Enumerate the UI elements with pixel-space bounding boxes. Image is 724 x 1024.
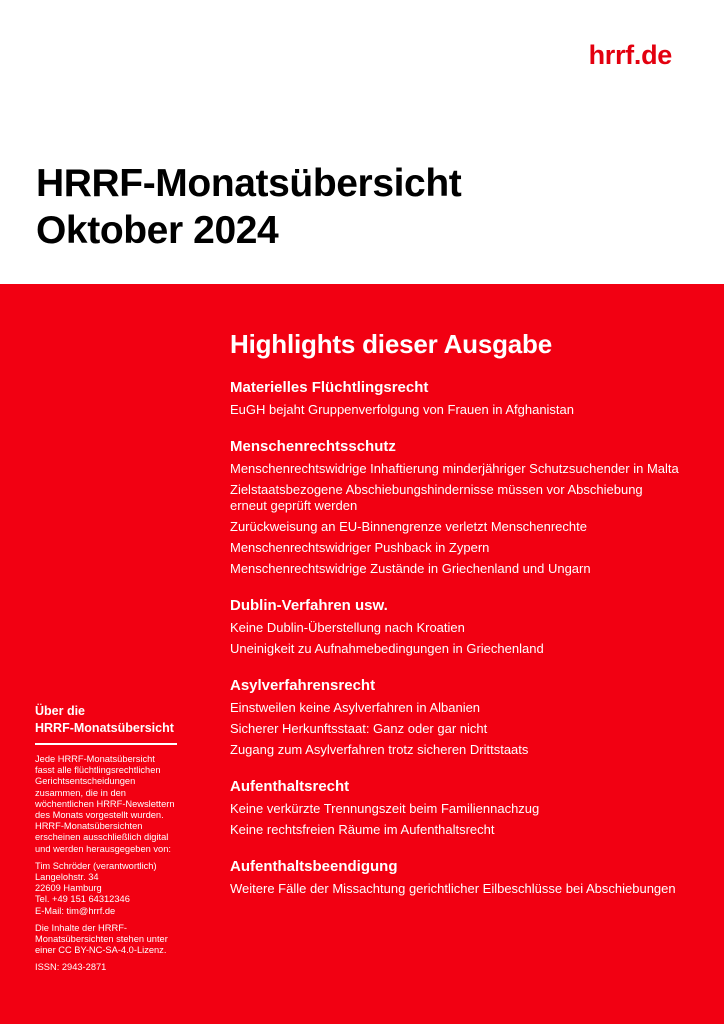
- highlight-item: Weitere Fälle der Missachtung gerichtlicher Eilbeschlüsse bei Abschiebungen: [230, 881, 676, 896]
- section-title: Asylverfahrensrecht: [230, 677, 376, 694]
- highlight-item: Keine verkürzte Trennungszeit beim Familiennachzug: [230, 801, 540, 816]
- about-heading-line-2: HRRF-Monatsübersicht: [35, 721, 174, 735]
- highlights: [230, 328, 680, 916]
- section-title: Menschenrechtsschutz: [230, 438, 396, 455]
- section-title: Dublin-Verfahren usw.: [230, 597, 388, 614]
- highlight-item: Menschenrechtswidrige Zustände in Griechenland und Ungarn: [230, 561, 591, 576]
- highlight-item: Zurückweisung an EU-Binnengrenze verletzt Menschenrechte: [230, 519, 587, 534]
- issn: ISSN: 2943-2871: [35, 962, 107, 973]
- highlight-item: Keine rechtsfreien Räume im Aufenthaltsrecht: [230, 822, 495, 837]
- about-heading-line-1: Über die: [35, 704, 86, 718]
- highlight-item: EuGH bejaht Gruppenverfolgung von Frauen in Afghanistan: [230, 402, 575, 417]
- publisher-contact: [35, 861, 177, 917]
- title-line-1: HRRF-Monatsübersicht: [36, 162, 462, 205]
- highlight-item: Uneinigkeit zu Aufnahmebedingungen in Griechenland: [230, 641, 544, 656]
- header-area: [0, 0, 724, 284]
- highlight-item: Menschenrechtswidrige Inhaftierung minderjähriger Schutzsuchender in Malta: [230, 461, 679, 476]
- about-divider: [35, 743, 177, 745]
- site-logo[interactable]: hrrf.de: [588, 40, 672, 70]
- highlight-item: Zugang zum Asylverfahren trotz sicheren Drittstaats: [230, 742, 529, 757]
- page-title: [36, 160, 461, 254]
- contact-email[interactable]: E-Mail: tim@hrrf.de: [35, 905, 116, 916]
- about-heading: [35, 703, 177, 737]
- about-sidebar: [35, 703, 177, 980]
- section-aufenthaltsbeendigung: [230, 857, 680, 897]
- section-title: Materielles Flüchtlingsrecht: [230, 379, 429, 396]
- highlights-title: Highlights dieser Ausgabe: [230, 329, 552, 359]
- section-asylverfahrensrecht: [230, 676, 680, 758]
- section-dublin-verfahren: [230, 596, 680, 657]
- highlight-item: Einstweilen keine Asylverfahren in Albanien: [230, 700, 481, 715]
- about-intro: Jede HRRF-Monatsübersicht fasst alle flüchtlingsrechtlichen Gerichtsentscheidungen zusammen, die in den wöchentlichen HRRF-Newslettern des Monats vorgestellt wurden. HRRF-Monatsübersichten erscheinen ausschließlich digital und werden herausgegeben von:: [35, 754, 175, 854]
- section-aufenthaltsrecht: [230, 777, 680, 838]
- highlight-item: Keine Dublin-Überstellung nach Kroatien: [230, 620, 465, 635]
- content-panel: [0, 284, 724, 1024]
- highlight-item: Menschenrechtswidriger Pushback in Zypern: [230, 540, 490, 555]
- contact-name: Tim Schröder (verantwortlich): [35, 860, 157, 871]
- highlight-item: Sicherer Herkunftsstaat: Ganz oder gar nicht: [230, 721, 488, 736]
- title-line-2: Oktober 2024: [36, 209, 279, 252]
- section-title: Aufenthaltsbeendigung: [230, 858, 398, 875]
- section-materielles-fluechtlingsrecht: [230, 378, 680, 418]
- contact-city: 22609 Hamburg: [35, 883, 102, 894]
- contact-phone: Tel. +49 151 64312346: [35, 894, 130, 905]
- section-title: Aufenthaltsrecht: [230, 778, 350, 795]
- section-menschenrechtsschutz: [230, 437, 680, 577]
- contact-street: Langelohstr. 34: [35, 872, 99, 883]
- highlight-item: Zielstaatsbezogene Abschiebungshindernisse müssen vor Abschiebung erneut geprüft werden: [230, 482, 643, 513]
- license-note: Die Inhalte der HRRF-Monatsübersichten stehen unter einer CC BY-NC-SA-4.0-Lizenz.: [35, 922, 168, 956]
